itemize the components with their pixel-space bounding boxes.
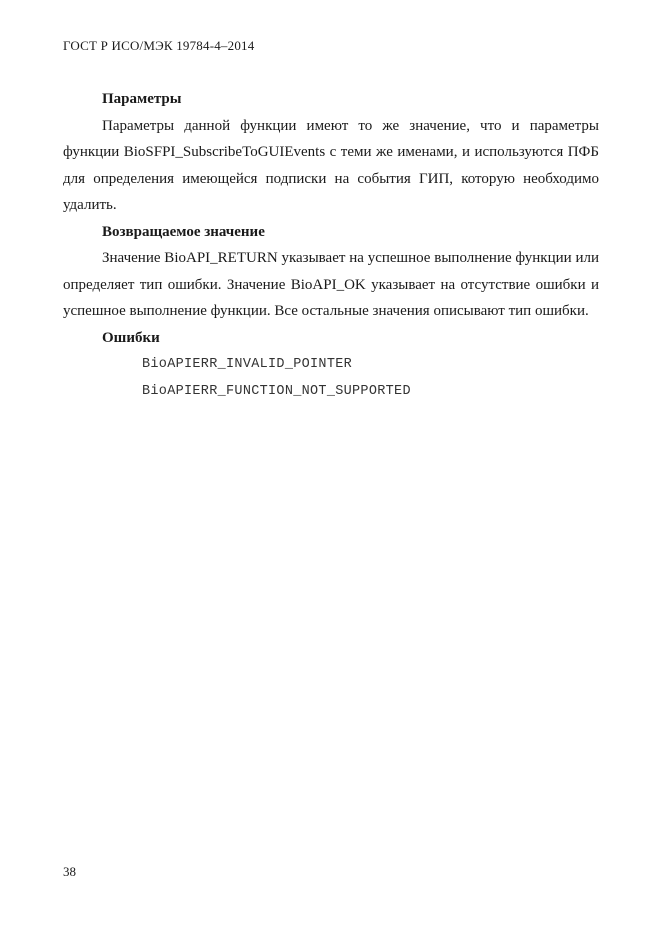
- return-value-heading: Возвращаемое значение: [102, 223, 265, 240]
- parameters-heading: Параметры: [102, 91, 182, 107]
- parameters-paragraph: Параметры данной функции имеют то же значение, что и параметры функции BioSFPI_SubscribeToGUIEvents с теми же именами, и используются ПФБ для определения имеющейся подписки на события ГИП, которую необходимо удалить.: [63, 117, 599, 213]
- document-header: ГОСТ Р ИСО/МЭК 19784-4–2014: [63, 38, 255, 53]
- error-code-item: BioAPIERR_INVALID_POINTER: [142, 357, 353, 372]
- error-code-item: BioAPIERR_FUNCTION_NOT_SUPPORTED: [142, 384, 411, 399]
- return-value-paragraph: Значение BioAPI_RETURN указывает на успешное выполнение функции или определяет тип ошибки. Значение BioAPI_OK указывает на отсутствие ошибки и успешное выполнение функции. Все остальные значения описывают тип ошибки.: [63, 250, 599, 319]
- errors-list: [63, 351, 599, 405]
- page-number: 38: [63, 864, 76, 879]
- errors-heading: Ошибки: [102, 329, 160, 346]
- document-body: [63, 86, 599, 405]
